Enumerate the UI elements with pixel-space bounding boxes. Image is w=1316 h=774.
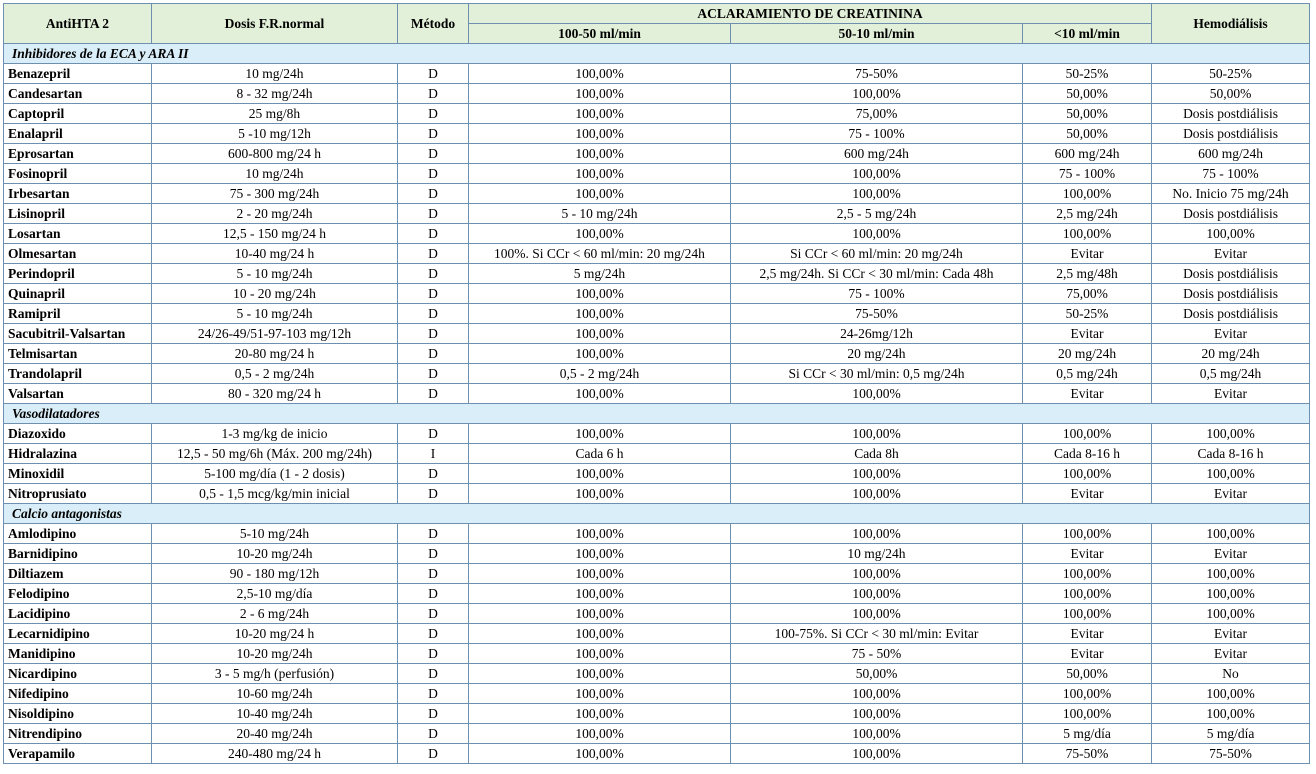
clearance-under-10-cell: 50,00% [1023,104,1152,124]
normal-dose-cell: 10-20 mg/24 h [152,624,398,644]
clearance-100-50-cell: 100,00% [469,544,731,564]
clearance-100-50-cell: 100,00% [469,224,731,244]
clearance-100-50-cell: 100,00% [469,104,731,124]
drug-name-cell: Nitroprusiato [4,484,152,504]
clearance-100-50-cell: 100,00% [469,324,731,344]
clearance-100-50-cell: 100,00% [469,64,731,84]
clearance-50-10-cell: 100,00% [731,224,1023,244]
normal-dose-cell: 25 mg/8h [152,104,398,124]
normal-dose-cell: 10-60 mg/24h [152,684,398,704]
clearance-100-50-cell: 100,00% [469,384,731,404]
header-clearance-under-10: <10 ml/min [1023,24,1152,44]
normal-dose-cell: 5-10 mg/24h [152,524,398,544]
normal-dose-cell: 2 - 6 mg/24h [152,604,398,624]
clearance-100-50-cell: 100,00% [469,624,731,644]
drug-name-cell: Trandolapril [4,364,152,384]
header-method: Método [398,4,469,44]
drug-name-cell: Irbesartan [4,184,152,204]
clearance-100-50-cell: 100,00% [469,604,731,624]
table-row [4,364,1310,384]
drug-name-cell: Benazepril [4,64,152,84]
table-row [4,284,1310,304]
method-cell: D [398,304,469,324]
method-cell: I [398,444,469,464]
clearance-under-10-cell: 100,00% [1023,224,1152,244]
hemodialysis-cell: 50-25% [1152,64,1310,84]
header-hemodialysis: Hemodiálisis [1152,4,1310,44]
clearance-50-10-cell: 100,00% [731,464,1023,484]
normal-dose-cell: 75 - 300 mg/24h [152,184,398,204]
clearance-under-10-cell: Evitar [1023,644,1152,664]
drug-name-cell: Captopril [4,104,152,124]
clearance-50-10-cell: 75,00% [731,104,1023,124]
clearance-100-50-cell: 100,00% [469,184,731,204]
table-row [4,744,1310,764]
drug-name-cell: Perindopril [4,264,152,284]
method-cell: D [398,204,469,224]
table-row [4,224,1310,244]
clearance-50-10-cell: 100,00% [731,724,1023,744]
clearance-100-50-cell: 100,00% [469,144,731,164]
clearance-under-10-cell: 100,00% [1023,584,1152,604]
clearance-under-10-cell: 50-25% [1023,304,1152,324]
method-cell: D [398,364,469,384]
clearance-50-10-cell: 10 mg/24h [731,544,1023,564]
header-clearance-100-50: 100-50 ml/min [469,24,731,44]
clearance-100-50-cell: 100,00% [469,124,731,144]
clearance-under-10-cell: Evitar [1023,484,1152,504]
method-cell: D [398,384,469,404]
clearance-under-10-cell: 75,00% [1023,284,1152,304]
clearance-50-10-cell: 100,00% [731,184,1023,204]
clearance-50-10-cell: 75 - 100% [731,124,1023,144]
clearance-under-10-cell: 100,00% [1023,704,1152,724]
table-row [4,704,1310,724]
clearance-under-10-cell: 75 - 100% [1023,164,1152,184]
hemodialysis-cell: No. Inicio 75 mg/24h [1152,184,1310,204]
normal-dose-cell: 10 mg/24h [152,164,398,184]
normal-dose-cell: 5 - 10 mg/24h [152,264,398,284]
normal-dose-cell: 24/26-49/51-97-103 mg/12h [152,324,398,344]
clearance-50-10-cell: 50,00% [731,664,1023,684]
normal-dose-cell: 12,5 - 150 mg/24 h [152,224,398,244]
normal-dose-cell: 10-20 mg/24h [152,644,398,664]
clearance-50-10-cell: 100,00% [731,164,1023,184]
section-header-row [4,404,1310,424]
hemodialysis-cell: 100,00% [1152,604,1310,624]
clearance-100-50-cell: 100,00% [469,644,731,664]
method-cell: D [398,84,469,104]
hemodialysis-cell: 75-50% [1152,744,1310,764]
method-cell: D [398,664,469,684]
method-cell: D [398,284,469,304]
clearance-under-10-cell: 100,00% [1023,604,1152,624]
section-header-row [4,504,1310,524]
clearance-100-50-cell: 100,00% [469,164,731,184]
normal-dose-cell: 10-20 mg/24h [152,544,398,564]
table-row [4,264,1310,284]
hemodialysis-cell: 100,00% [1152,224,1310,244]
clearance-under-10-cell: 50,00% [1023,124,1152,144]
clearance-under-10-cell: 100,00% [1023,184,1152,204]
normal-dose-cell: 10-40 mg/24h [152,704,398,724]
table-row [4,544,1310,564]
clearance-100-50-cell: Cada 6 h [469,444,731,464]
drug-name-cell: Fosinopril [4,164,152,184]
dosing-table-container [3,3,1310,764]
normal-dose-cell: 12,5 - 50 mg/6h (Máx. 200 mg/24h) [152,444,398,464]
method-cell: D [398,584,469,604]
clearance-under-10-cell: 0,5 mg/24h [1023,364,1152,384]
drug-name-cell: Eprosartan [4,144,152,164]
method-cell: D [398,184,469,204]
drug-name-cell: Lecarnidipino [4,624,152,644]
normal-dose-cell: 20-80 mg/24 h [152,344,398,364]
clearance-under-10-cell: 50,00% [1023,84,1152,104]
clearance-under-10-cell: Evitar [1023,324,1152,344]
table-row [4,204,1310,224]
clearance-under-10-cell: 100,00% [1023,564,1152,584]
clearance-50-10-cell: 75-50% [731,304,1023,324]
clearance-under-10-cell: 50-25% [1023,64,1152,84]
clearance-50-10-cell: 2,5 mg/24h. Si CCr < 30 ml/min: Cada 48h [731,264,1023,284]
hemodialysis-cell: Dosis postdiálisis [1152,264,1310,284]
hemodialysis-cell: 100,00% [1152,704,1310,724]
method-cell: D [398,164,469,184]
hemodialysis-cell: 100,00% [1152,464,1310,484]
clearance-50-10-cell: 20 mg/24h [731,344,1023,364]
normal-dose-cell: 0,5 - 2 mg/24h [152,364,398,384]
normal-dose-cell: 0,5 - 1,5 mcg/kg/min inicial [152,484,398,504]
method-cell: D [398,524,469,544]
normal-dose-cell: 2,5-10 mg/día [152,584,398,604]
drug-name-cell: Verapamilo [4,744,152,764]
normal-dose-cell: 8 - 32 mg/24h [152,84,398,104]
normal-dose-cell: 240-480 mg/24 h [152,744,398,764]
method-cell: D [398,124,469,144]
hemodialysis-cell: 5 mg/día [1152,724,1310,744]
method-cell: D [398,704,469,724]
clearance-50-10-cell: 600 mg/24h [731,144,1023,164]
clearance-50-10-cell: Si CCr < 30 ml/min: 0,5 mg/24h [731,364,1023,384]
method-cell: D [398,144,469,164]
section-title: Vasodilatadores [4,404,1310,424]
drug-name-cell: Nicardipino [4,664,152,684]
normal-dose-cell: 20-40 mg/24h [152,724,398,744]
hemodialysis-cell: 20 mg/24h [1152,344,1310,364]
normal-dose-cell: 3 - 5 mg/h (perfusión) [152,664,398,684]
hemodialysis-cell: 100,00% [1152,584,1310,604]
hemodialysis-cell: Evitar [1152,244,1310,264]
method-cell: D [398,644,469,664]
drug-name-cell: Minoxidil [4,464,152,484]
drug-name-cell: Nitrendipino [4,724,152,744]
drug-name-cell: Diazoxido [4,424,152,444]
clearance-50-10-cell: 100,00% [731,524,1023,544]
clearance-50-10-cell: 100,00% [731,604,1023,624]
drug-name-cell: Nisoldipino [4,704,152,724]
clearance-100-50-cell: 0,5 - 2 mg/24h [469,364,731,384]
normal-dose-cell: 2 - 20 mg/24h [152,204,398,224]
method-cell: D [398,224,469,244]
normal-dose-cell: 5 -10 mg/12h [152,124,398,144]
table-row [4,84,1310,104]
hemodialysis-cell: 75 - 100% [1152,164,1310,184]
method-cell: D [398,464,469,484]
drug-name-cell: Ramipril [4,304,152,324]
hemodialysis-cell: 100,00% [1152,424,1310,444]
method-cell: D [398,724,469,744]
header-creatinine-clearance: ACLARAMIENTO DE CREATININA [469,4,1152,24]
method-cell: D [398,564,469,584]
clearance-100-50-cell: 100,00% [469,524,731,544]
clearance-under-10-cell: 100,00% [1023,524,1152,544]
clearance-100-50-cell: 100,00% [469,464,731,484]
table-row [4,304,1310,324]
hemodialysis-cell: Dosis postdiálisis [1152,204,1310,224]
hemodialysis-cell: 100,00% [1152,524,1310,544]
clearance-under-10-cell: Cada 8-16 h [1023,444,1152,464]
method-cell: D [398,604,469,624]
clearance-under-10-cell: 100,00% [1023,424,1152,444]
clearance-under-10-cell: 20 mg/24h [1023,344,1152,364]
method-cell: D [398,484,469,504]
hemodialysis-cell: 600 mg/24h [1152,144,1310,164]
table-row [4,644,1310,664]
hemodialysis-cell: 100,00% [1152,684,1310,704]
clearance-100-50-cell: 100,00% [469,584,731,604]
table-row [4,424,1310,444]
clearance-50-10-cell: 75 - 100% [731,284,1023,304]
drug-name-cell: Enalapril [4,124,152,144]
renal-dosing-table [3,3,1310,764]
hemodialysis-cell: Cada 8-16 h [1152,444,1310,464]
clearance-50-10-cell: 100,00% [731,84,1023,104]
table-row [4,124,1310,144]
method-cell: D [398,64,469,84]
method-cell: D [398,624,469,644]
clearance-50-10-cell: 100,00% [731,484,1023,504]
drug-name-cell: Hidralazina [4,444,152,464]
table-row [4,724,1310,744]
clearance-100-50-cell: 100,00% [469,704,731,724]
method-cell: D [398,744,469,764]
normal-dose-cell: 600-800 mg/24 h [152,144,398,164]
table-row [4,624,1310,644]
clearance-50-10-cell: 100,00% [731,704,1023,724]
hemodialysis-cell: Evitar [1152,384,1310,404]
clearance-50-10-cell: 2,5 - 5 mg/24h [731,204,1023,224]
header-normal-dose: Dosis F.R.normal [152,4,398,44]
table-row [4,184,1310,204]
table-row [4,564,1310,584]
hemodialysis-cell: Dosis postdiálisis [1152,104,1310,124]
hemodialysis-cell: Evitar [1152,324,1310,344]
clearance-under-10-cell: 50,00% [1023,664,1152,684]
clearance-50-10-cell: 75-50% [731,64,1023,84]
section-title: Calcio antagonistas [4,504,1310,524]
method-cell: D [398,264,469,284]
table-row [4,324,1310,344]
clearance-under-10-cell: Evitar [1023,384,1152,404]
clearance-100-50-cell: 100,00% [469,284,731,304]
table-row [4,484,1310,504]
table-row [4,344,1310,364]
hemodialysis-cell: Dosis postdiálisis [1152,124,1310,144]
clearance-50-10-cell: 100,00% [731,424,1023,444]
section-title: Inhibidores de la ECA y ARA II [4,44,1310,64]
clearance-under-10-cell: 5 mg/día [1023,724,1152,744]
hemodialysis-cell: 100,00% [1152,564,1310,584]
drug-name-cell: Valsartan [4,384,152,404]
header-clearance-50-10: 50-10 ml/min [731,24,1023,44]
clearance-100-50-cell: 100,00% [469,684,731,704]
clearance-50-10-cell: 100,00% [731,744,1023,764]
clearance-under-10-cell: Evitar [1023,244,1152,264]
clearance-100-50-cell: 100,00% [469,484,731,504]
normal-dose-cell: 90 - 180 mg/12h [152,564,398,584]
drug-name-cell: Quinapril [4,284,152,304]
clearance-100-50-cell: 100,00% [469,424,731,444]
hemodialysis-cell: 0,5 mg/24h [1152,364,1310,384]
hemodialysis-cell: Evitar [1152,484,1310,504]
clearance-50-10-cell: 100,00% [731,584,1023,604]
clearance-under-10-cell: Evitar [1023,624,1152,644]
normal-dose-cell: 1-3 mg/kg de inicio [152,424,398,444]
header-drug: AntiHTA 2 [4,4,152,44]
drug-name-cell: Candesartan [4,84,152,104]
drug-name-cell: Felodipino [4,584,152,604]
table-row [4,144,1310,164]
hemodialysis-cell: Dosis postdiálisis [1152,304,1310,324]
drug-name-cell: Diltiazem [4,564,152,584]
clearance-100-50-cell: 5 - 10 mg/24h [469,204,731,224]
drug-name-cell: Barnidipino [4,544,152,564]
clearance-100-50-cell: 100,00% [469,724,731,744]
method-cell: D [398,324,469,344]
table-body [4,44,1310,764]
normal-dose-cell: 5-100 mg/día (1 - 2 dosis) [152,464,398,484]
clearance-under-10-cell: 2,5 mg/24h [1023,204,1152,224]
table-row [4,664,1310,684]
table-row [4,604,1310,624]
drug-name-cell: Sacubitril-Valsartan [4,324,152,344]
method-cell: D [398,244,469,264]
normal-dose-cell: 10-40 mg/24 h [152,244,398,264]
method-cell: D [398,104,469,124]
drug-name-cell: Manidipino [4,644,152,664]
table-row [4,164,1310,184]
clearance-50-10-cell: 100-75%. Si CCr < 30 ml/min: Evitar [731,624,1023,644]
drug-name-cell: Amlodipino [4,524,152,544]
clearance-100-50-cell: 100,00% [469,664,731,684]
clearance-50-10-cell: 100,00% [731,384,1023,404]
clearance-under-10-cell: 2,5 mg/48h [1023,264,1152,284]
table-row [4,464,1310,484]
normal-dose-cell: 80 - 320 mg/24 h [152,384,398,404]
clearance-under-10-cell: 75-50% [1023,744,1152,764]
clearance-100-50-cell: 100,00% [469,564,731,584]
table-row [4,684,1310,704]
clearance-50-10-cell: 100,00% [731,684,1023,704]
table-row [4,524,1310,544]
clearance-50-10-cell: 75 - 50% [731,644,1023,664]
hemodialysis-cell: Evitar [1152,644,1310,664]
clearance-100-50-cell: 100,00% [469,744,731,764]
clearance-under-10-cell: 100,00% [1023,464,1152,484]
hemodialysis-cell: Evitar [1152,624,1310,644]
clearance-under-10-cell: Evitar [1023,544,1152,564]
normal-dose-cell: 5 - 10 mg/24h [152,304,398,324]
method-cell: D [398,684,469,704]
method-cell: D [398,544,469,564]
clearance-50-10-cell: 24-26mg/12h [731,324,1023,344]
table-row [4,244,1310,264]
clearance-100-50-cell: 100,00% [469,304,731,324]
hemodialysis-cell: Dosis postdiálisis [1152,284,1310,304]
clearance-100-50-cell: 5 mg/24h [469,264,731,284]
drug-name-cell: Losartan [4,224,152,244]
clearance-50-10-cell: 100,00% [731,564,1023,584]
table-row [4,104,1310,124]
table-row [4,584,1310,604]
drug-name-cell: Lacidipino [4,604,152,624]
hemodialysis-cell: No [1152,664,1310,684]
method-cell: D [398,424,469,444]
method-cell: D [398,344,469,364]
clearance-50-10-cell: Si CCr < 60 ml/min: 20 mg/24h [731,244,1023,264]
normal-dose-cell: 10 - 20 mg/24h [152,284,398,304]
table-row [4,444,1310,464]
hemodialysis-cell: Evitar [1152,544,1310,564]
hemodialysis-cell: 50,00% [1152,84,1310,104]
drug-name-cell: Olmesartan [4,244,152,264]
clearance-100-50-cell: 100,00% [469,84,731,104]
table-row [4,384,1310,404]
drug-name-cell: Nifedipino [4,684,152,704]
section-header-row [4,44,1310,64]
clearance-100-50-cell: 100%. Si CCr < 60 ml/min: 20 mg/24h [469,244,731,264]
normal-dose-cell: 10 mg/24h [152,64,398,84]
clearance-under-10-cell: 600 mg/24h [1023,144,1152,164]
table-row [4,64,1310,84]
drug-name-cell: Telmisartan [4,344,152,364]
clearance-50-10-cell: Cada 8h [731,444,1023,464]
clearance-under-10-cell: 100,00% [1023,684,1152,704]
drug-name-cell: Lisinopril [4,204,152,224]
clearance-100-50-cell: 100,00% [469,344,731,364]
